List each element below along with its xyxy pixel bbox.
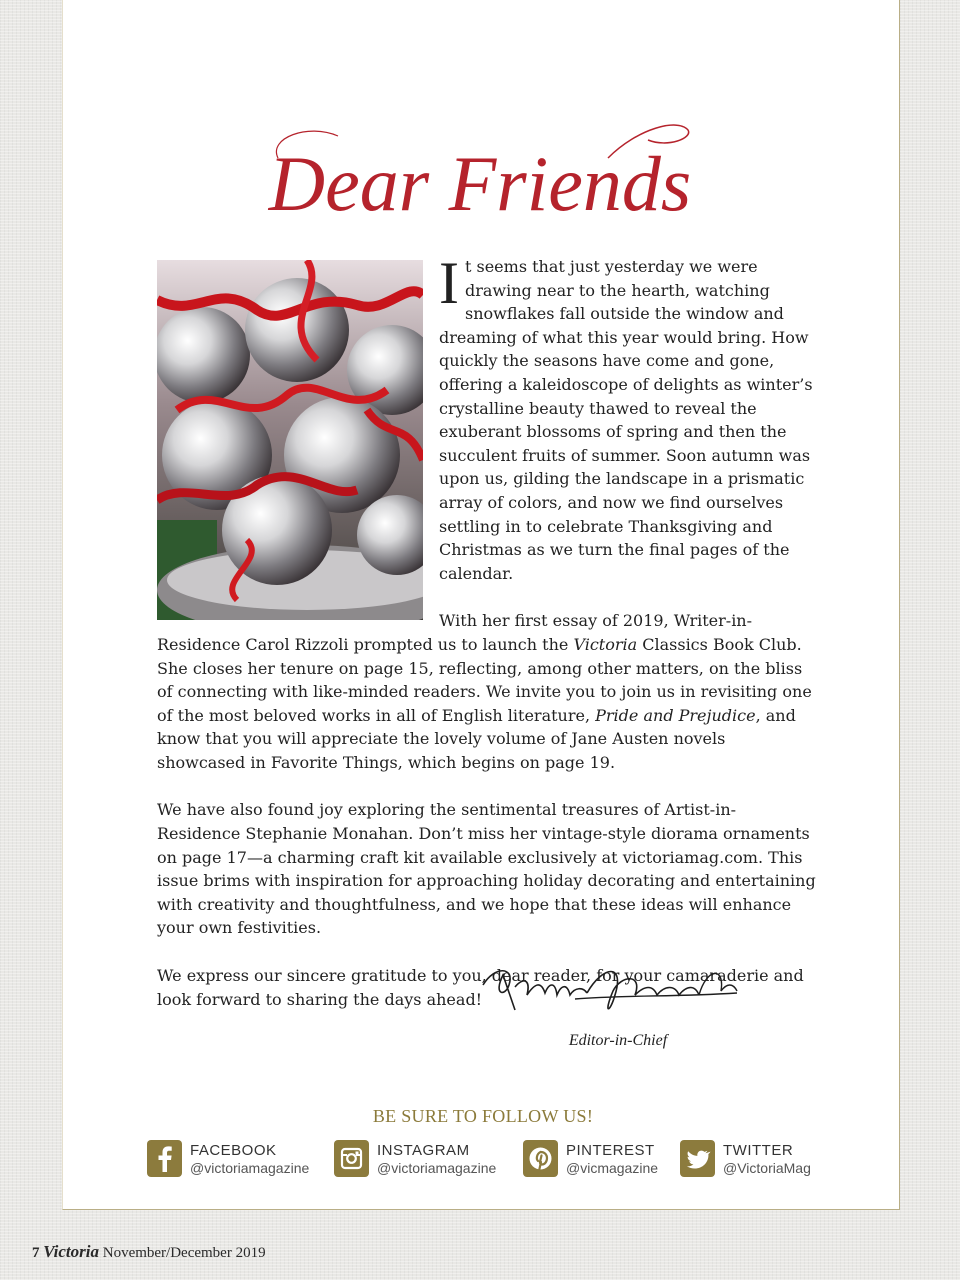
paragraph-1: It seems that just yesterday we were drawing near to the hearth, watching snowflakes fall outside the window and dreaming of what this year would bring. How quickly the seasons have come and gone, offering a kaleidoscope of delights as winter’s crystalline beauty thawed to reveal the exuberant blossoms of spring and then the succulent fruits of summer. Soon autumn was upon us, gilding the landscape in a prismatic array of colors, and now we find ourselves settling in to celebrate Thanksgiving and Christmas as we turn the final pages of the calendar. xyxy=(439,250,813,583)
twitter-handle: @VictoriaMag xyxy=(723,1160,811,1176)
facebook-icon xyxy=(147,1140,182,1177)
handwritten-signature xyxy=(475,955,745,1027)
instagram-icon xyxy=(334,1140,369,1177)
twitter-label: TWITTER xyxy=(723,1142,794,1159)
magazine-brand: Victoria xyxy=(43,1242,99,1261)
heading-text: Dear Friends xyxy=(268,140,692,227)
letter-page xyxy=(62,0,900,1210)
page-number: 7 xyxy=(32,1245,40,1261)
issue-date: November/December 2019 xyxy=(102,1245,266,1261)
instagram-handle: @victoriamagazine xyxy=(377,1160,497,1176)
paragraph-2: With her first essay of 2019, Writer-in-Residence Carol Rizzoli prompted us to launch the Victoria Classics Book Club. She closes her tenure on page 15, reflecting, among other matters, on the bliss of connecting with like-minded readers. We invite you to join us in revisiting one of the most beloved works in all of English literature, Pride and Prejudice, and know that you will appreciate the lovely volume of Jane Austen novels showcased in Favorite Things, which begins on page 19. xyxy=(157,611,812,772)
paragraph-3: We have also found joy exploring the sentimental treasures of Artist-in-Residence Stephanie Monahan. Don’t miss her vintage-style diorama ornaments on page 17—a charming craft kit available exclusively at victoriamag.com. This issue brims with inspiration for approaching holiday decorating and entertaining with creativity and thoughtfulness, and we hope that these ideas will enhance your own festivities. xyxy=(157,800,816,938)
letter-body xyxy=(157,250,817,1035)
drop-cap: I xyxy=(439,250,459,316)
facebook-handle: @victoriamagazine xyxy=(190,1160,310,1176)
pinterest-icon xyxy=(523,1140,558,1177)
facebook-label: FACEBOOK xyxy=(190,1142,277,1159)
letter-heading xyxy=(248,118,718,228)
paragraph-4: We express our sincere gratitude to you, dear reader, for your camaraderie and look forward to sharing the days ahead! xyxy=(157,966,804,1009)
signature-title: Editor-in-Chief xyxy=(568,1032,668,1049)
pinterest-handle: @vicmagazine xyxy=(566,1160,659,1176)
pinterest-label: PINTEREST xyxy=(566,1142,655,1159)
page-footer xyxy=(32,1242,266,1262)
twitter-icon xyxy=(680,1140,715,1177)
follow-us-heading: BE SURE TO FOLLOW US! xyxy=(372,1106,594,1126)
instagram-label: INSTAGRAM xyxy=(377,1142,470,1159)
